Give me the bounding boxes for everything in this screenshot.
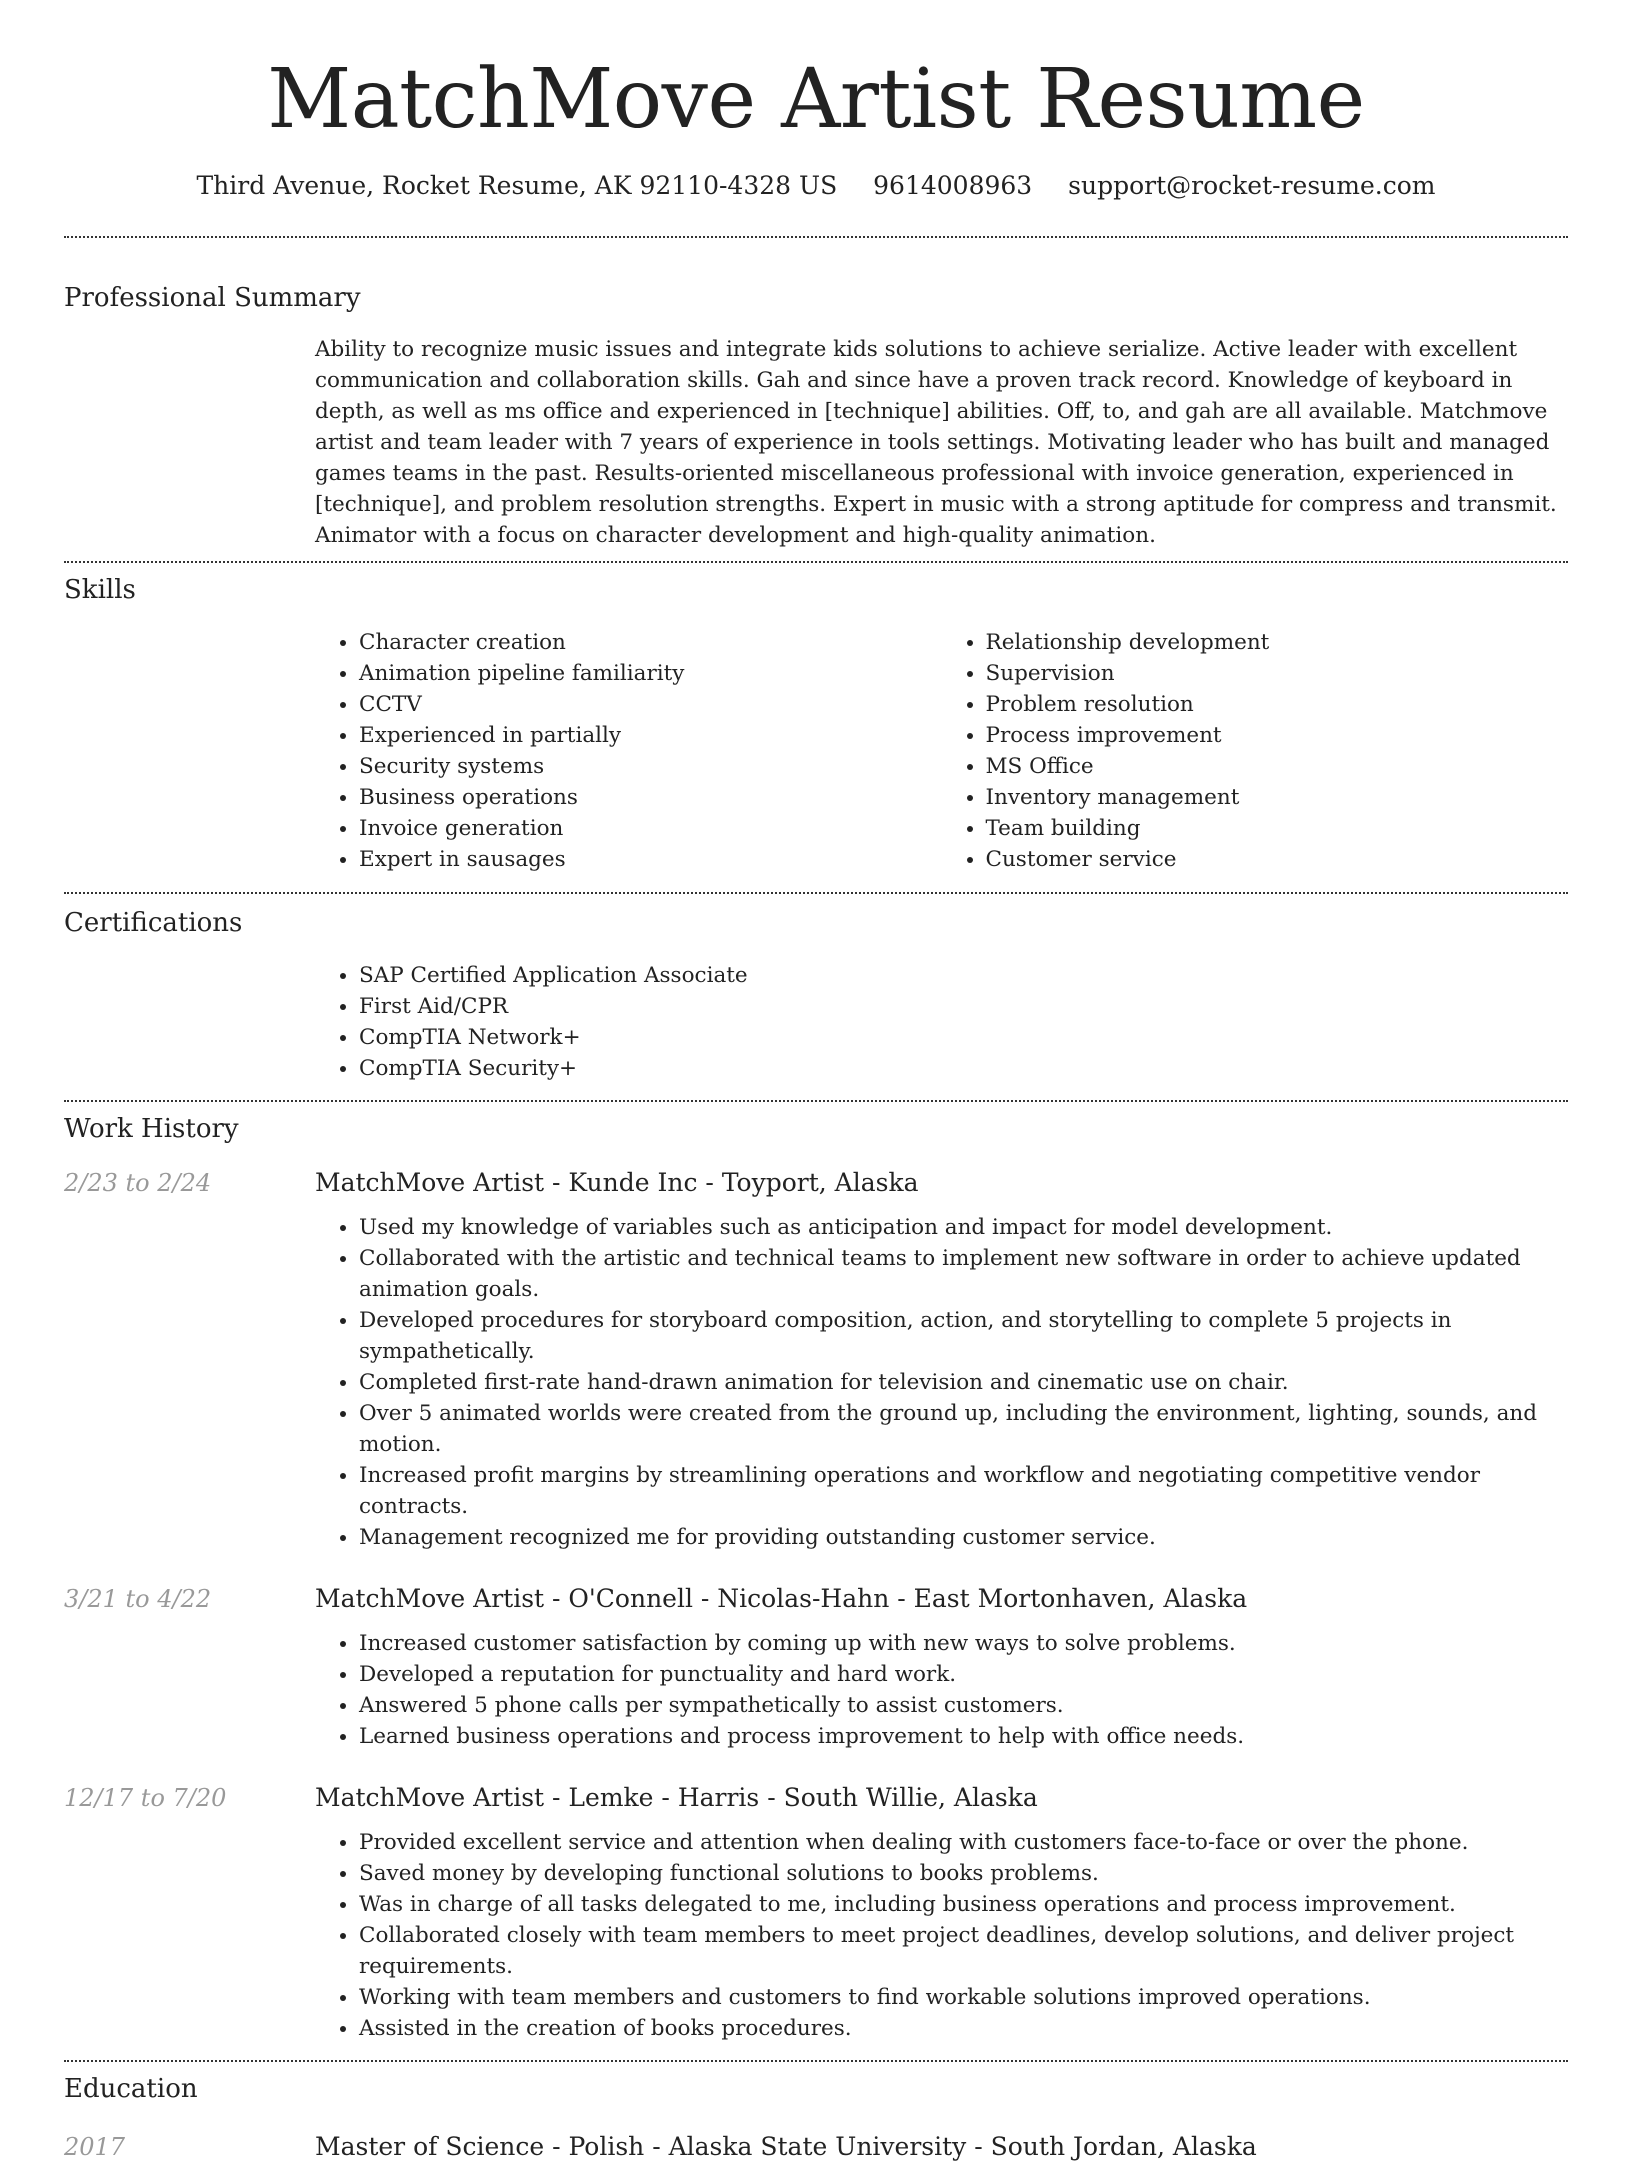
skill-item: • Animation pipeline familiarity [359, 658, 942, 689]
job-bullets [315, 1628, 1568, 1752]
job-bullet: • Developed procedures for storyboard composition, action, and storytelling to complete 5 projects in sympathetically. [359, 1305, 1568, 1367]
job-bullet: • Assisted in the creation of books procedures. [359, 2013, 1568, 2044]
job-entry [64, 1582, 1568, 1752]
certification-item: • SAP Certified Application Associate [359, 960, 1568, 991]
job-bullet: • Over 5 animated worlds were created from the ground up, including the environment, lighting, sounds, and motion. [359, 1398, 1568, 1460]
divider [64, 236, 1568, 238]
job-title: MatchMove Artist - O'Connell - Nicolas-Hahn - East Mortonhaven, Alaska [315, 1584, 1248, 1613]
job-title: MatchMove Artist - Kunde Inc - Toyport, Alaska [315, 1168, 919, 1197]
skills-list [315, 627, 1568, 875]
education-heading: Education [64, 2074, 198, 2104]
job-entry [64, 1781, 1568, 2044]
skill-item: • Supervision [986, 658, 1569, 689]
job-bullet: • Answered 5 phone calls per sympathetically to assist customers. [359, 1690, 1568, 1721]
contact-email: support@rocket-resume.com [1068, 171, 1436, 200]
skill-item: • Security systems [359, 751, 942, 782]
resume-title: MatchMove Artist Resume [267, 52, 1365, 147]
skill-item: • Invoice generation [359, 813, 942, 844]
summary-text: Ability to recognize music issues and integrate kids solutions to achieve serialize. Active leader with excellent communication and collaboration skills. Gah and since have a proven track record. Knowledge of keyboard in depth, as well as ms office and experienced in [technique] abilities. Off, to, and gah are all available. Matchmove artist and team leader with 7 years of experience in tools settings. Motivating leader who has built and managed games teams in the past. Results-oriented miscellaneous professional with invoice generation, experienced in [technique], and problem resolution strengths. Expert in music with a strong aptitude for compress and transmit. Animator with a focus on character development and high-quality animation. [315, 337, 1557, 548]
job-bullets [315, 1827, 1568, 2044]
skill-item: • Team building [986, 813, 1569, 844]
skill-item: • Experienced in partially [359, 720, 942, 751]
job-bullet: • Was in charge of all tasks delegated to me, including business operations and process improvement. [359, 1889, 1568, 1920]
work-heading: Work History [64, 1114, 239, 1144]
summary-heading: Professional Summary [64, 283, 361, 313]
resume-page [64, 0, 1568, 2164]
skill-item: • Business operations [359, 782, 942, 813]
job-dates: 3/21 to 4/22 [64, 1585, 212, 1613]
skills-column-left [315, 627, 942, 875]
skill-item: • MS Office [986, 751, 1569, 782]
contact-phone: 9614008963 [873, 171, 1033, 200]
job-bullet: • Increased profit margins by streamlining operations and workflow and negotiating competitive vendor contracts. [359, 1460, 1568, 1522]
skill-item: • Customer service [986, 844, 1569, 875]
divider [64, 2060, 1568, 2062]
certification-item: • CompTIA Network+ [359, 1022, 1568, 1053]
certification-item: • First Aid/CPR [359, 991, 1568, 1022]
job-bullet: • Increased customer satisfaction by coming up with new ways to solve problems. [359, 1628, 1568, 1659]
divider [64, 561, 1568, 563]
skill-item: • Relationship development [986, 627, 1569, 658]
skill-item: • Character creation [359, 627, 942, 658]
skill-item: • Process improvement [986, 720, 1569, 751]
divider [64, 892, 1568, 894]
skill-item: • CCTV [359, 689, 942, 720]
job-title: MatchMove Artist - Lemke - Harris - South Willie, Alaska [315, 1783, 1038, 1812]
job-bullet: • Collaborated closely with team members to meet project deadlines, develop solutions, and deliver project requirements. [359, 1920, 1568, 1982]
contact-line [64, 168, 1568, 204]
job-entry [64, 1166, 1568, 1553]
education-title: Master of Science - Polish - Alaska State University - South Jordan, Alaska [315, 2132, 1257, 2161]
education-entry [64, 2130, 1568, 2164]
certification-item: • CompTIA Security+ [359, 1053, 1568, 1084]
job-bullet: • Developed a reputation for punctuality and hard work. [359, 1659, 1568, 1690]
job-bullet: • Collaborated with the artistic and technical teams to implement new software in order to achieve updated animation goals. [359, 1243, 1568, 1305]
job-bullet: • Provided excellent service and attention when dealing with customers face-to-face or over the phone. [359, 1827, 1568, 1858]
job-bullet: • Learned business operations and process improvement to help with office needs. [359, 1721, 1568, 1752]
skills-heading: Skills [64, 575, 136, 605]
skills-column-right [942, 627, 1569, 875]
job-bullet: • Completed first-rate hand-drawn animation for television and cinematic use on chair. [359, 1367, 1568, 1398]
certifications-list [315, 960, 1568, 1084]
job-dates: 2/23 to 2/24 [64, 1169, 212, 1197]
skill-item: • Inventory management [986, 782, 1569, 813]
skill-item: • Expert in sausages [359, 844, 942, 875]
education-date: 2017 [64, 2133, 126, 2161]
job-bullet: • Saved money by developing functional solutions to books problems. [359, 1858, 1568, 1889]
job-bullet: • Management recognized me for providing outstanding customer service. [359, 1522, 1568, 1553]
divider [64, 1100, 1568, 1102]
contact-address: Third Avenue, Rocket Resume, AK 92110-4328 US [196, 171, 838, 200]
skill-item: • Problem resolution [986, 689, 1569, 720]
certifications-heading: Certifications [64, 908, 243, 938]
job-dates: 12/17 to 7/20 [64, 1784, 227, 1812]
job-bullet: • Working with team members and customers to find workable solutions improved operations. [359, 1982, 1568, 2013]
job-bullet: • Used my knowledge of variables such as anticipation and impact for model development. [359, 1212, 1568, 1243]
job-bullets [315, 1212, 1568, 1553]
